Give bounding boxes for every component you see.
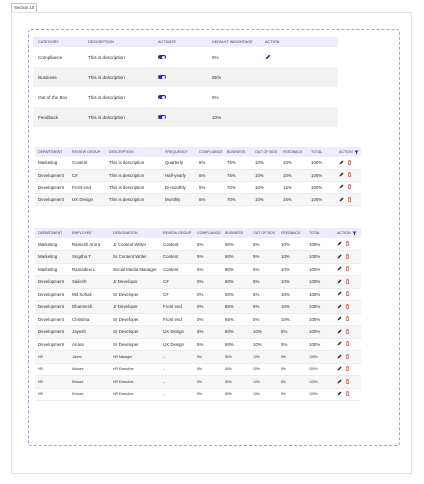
- out-of-box-cell: 10%: [252, 169, 280, 181]
- total-cell: 100%: [308, 169, 336, 181]
- department-cell: HR: [35, 351, 69, 364]
- total-cell: 100%: [308, 157, 336, 169]
- business-cell: 80%: [222, 388, 250, 401]
- edit-pencil-icon[interactable]: [337, 354, 342, 359]
- department-cell: Marketing: [35, 251, 69, 264]
- delete-trash-icon[interactable]: [347, 160, 352, 165]
- table-row: [33, 87, 338, 107]
- review-group-cell: --: [160, 388, 194, 401]
- table-row: [35, 376, 361, 389]
- department-cell: Development: [35, 326, 69, 339]
- edit-pencil-icon[interactable]: [337, 391, 342, 396]
- action-cell: [260, 87, 338, 107]
- business-cell: 70%: [224, 181, 252, 193]
- description-cell: This is description: [83, 107, 153, 127]
- edit-pencil-icon[interactable]: [337, 241, 342, 246]
- compliance-cell: 5%: [194, 338, 222, 351]
- action-cell: [334, 388, 361, 401]
- edit-pencil-icon[interactable]: [337, 254, 342, 259]
- department-cell: HR: [35, 376, 69, 389]
- compliance-cell: 5%: [194, 251, 222, 264]
- action-cell: [336, 157, 361, 169]
- employee-cell: Kishore: [69, 376, 110, 389]
- table-row: [33, 107, 338, 127]
- compliance-cell: 0%: [194, 276, 222, 289]
- edit-pencil-icon[interactable]: [265, 54, 271, 60]
- compliance-cell: 5%: [194, 363, 222, 376]
- compliance-cell: 0%: [194, 301, 222, 314]
- column-header: DESCRIPTION: [83, 37, 153, 47]
- feedback-cell: 10%: [280, 157, 308, 169]
- out-of-box-cell: 10%: [252, 181, 280, 193]
- compliance-cell: 5%: [196, 194, 224, 206]
- employee-table: [35, 228, 361, 401]
- out-of-box-cell: 10%: [250, 326, 278, 339]
- table-row: [35, 388, 361, 401]
- description-cell: This is description: [106, 169, 162, 181]
- action-cell: [334, 351, 361, 364]
- action-cell: [334, 238, 361, 251]
- action-cell: [334, 313, 361, 326]
- employee-cell: Ramadevi L: [69, 263, 110, 276]
- out-of-box-cell: 5%: [250, 276, 278, 289]
- out-of-box-cell: 5%: [250, 251, 278, 264]
- business-cell: 80%: [222, 363, 250, 376]
- column-header: ACTIVATE: [153, 37, 207, 47]
- column-header: TOTAL: [308, 147, 336, 157]
- feedback-cell: 10%: [278, 276, 306, 289]
- action-header-label: ACTION: [339, 150, 353, 154]
- delete-trash-icon[interactable]: [345, 391, 350, 396]
- review-group-cell: UX Design: [160, 338, 194, 351]
- action-header: [336, 147, 361, 157]
- out-of-box-cell: 10%: [250, 338, 278, 351]
- employee-cell: Dharmesh: [69, 301, 110, 314]
- activate-toggle[interactable]: [158, 115, 166, 119]
- department-cell: Development: [35, 288, 69, 301]
- table-header-row: [35, 147, 361, 157]
- business-cell: 80%: [222, 238, 250, 251]
- review-group-cell: Front end: [160, 301, 194, 314]
- feedback-cell: 10%: [278, 238, 306, 251]
- delete-trash-icon[interactable]: [345, 266, 350, 271]
- table-row: [35, 263, 361, 276]
- table-row: [35, 181, 361, 193]
- business-cell: 80%: [222, 376, 250, 389]
- column-header: REVIEW GROUP: [69, 147, 106, 157]
- action-cell: [334, 338, 361, 351]
- business-cell: 80%: [222, 351, 250, 364]
- department-cell: Development: [35, 313, 69, 326]
- total-cell: 100%: [306, 276, 334, 289]
- business-cell: 80%: [222, 263, 250, 276]
- action-cell: [260, 107, 338, 127]
- edit-pencil-icon[interactable]: [337, 316, 342, 321]
- feedback-cell: 5%: [278, 376, 306, 389]
- out-of-box-cell: 10%: [252, 157, 280, 169]
- column-header: REVIEW GROUP: [160, 228, 194, 238]
- feedback-cell: 10%: [278, 301, 306, 314]
- table-row: [35, 351, 361, 364]
- column-header: OUT OF BOX: [250, 228, 278, 238]
- employee-cell: Jayesh: [69, 326, 110, 339]
- business-cell: 80%: [222, 276, 250, 289]
- out-of-box-cell: 10%: [250, 351, 278, 364]
- delete-trash-icon[interactable]: [345, 379, 350, 384]
- compliance-cell: 0%: [194, 288, 222, 301]
- action-cell: [336, 169, 361, 181]
- category-cell: Feedback: [33, 107, 83, 127]
- feedback-cell: 5%: [278, 326, 306, 339]
- action-cell: [336, 181, 361, 193]
- table-row: [35, 288, 361, 301]
- category-table: [33, 37, 338, 127]
- department-cell: Development: [35, 338, 69, 351]
- review-group-cell: Content: [160, 238, 194, 251]
- delete-trash-icon[interactable]: [345, 316, 350, 321]
- table-row: [35, 326, 361, 339]
- employee-cell: Md Sohail: [69, 288, 110, 301]
- category-cell: Out of the Box: [38, 94, 68, 100]
- compliance-cell: 5%: [196, 157, 224, 169]
- table-header-row: [33, 37, 338, 47]
- edit-pencil-icon[interactable]: [339, 184, 344, 189]
- compliance-cell: 5%: [194, 326, 222, 339]
- business-cell: 80%: [222, 326, 250, 339]
- out-of-box-cell: 5%: [250, 238, 278, 251]
- weightage-cell: 10%: [207, 107, 260, 127]
- weightage-cell: 5%: [212, 94, 219, 100]
- designation-cell: Sr Developer: [110, 338, 160, 351]
- action-cell: [334, 263, 361, 276]
- action-cell: [334, 301, 361, 314]
- filter-icon[interactable]: [354, 150, 359, 155]
- out-of-box-cell: 5%: [250, 313, 278, 326]
- designation-cell: HR Executive: [110, 388, 160, 401]
- business-cell: 85%: [222, 301, 250, 314]
- delete-trash-icon[interactable]: [345, 254, 350, 259]
- table-row: [33, 67, 338, 87]
- feedback-cell: 5%: [278, 338, 306, 351]
- table-row: [35, 169, 361, 181]
- activate-cell: [153, 107, 207, 127]
- activate-cell: [153, 47, 207, 67]
- edit-pencil-icon[interactable]: [339, 197, 344, 202]
- column-header: FEEDBACK: [280, 147, 308, 157]
- designation-cell: Social Media Manager: [110, 263, 160, 276]
- department-cell: HR: [35, 388, 69, 401]
- business-cell: 80%: [222, 251, 250, 264]
- feedback-cell: 5%: [278, 388, 306, 401]
- review-group-cell: C#: [69, 169, 106, 181]
- review-group-cell: --: [160, 351, 194, 364]
- table-row: [35, 251, 361, 264]
- column-header: DESCRIPTION: [106, 147, 162, 157]
- edit-pencil-icon[interactable]: [339, 160, 344, 165]
- designation-cell: Jr Developer: [110, 276, 160, 289]
- column-header: DEPARTMENT: [35, 228, 69, 238]
- table-row: [33, 47, 338, 67]
- column-header: OUT OF BOX: [252, 147, 280, 157]
- total-cell: 100%: [306, 251, 334, 264]
- edit-pencil-icon[interactable]: [337, 304, 342, 309]
- delete-trash-icon[interactable]: [345, 304, 350, 309]
- frequency-cell: Monthly: [162, 194, 196, 206]
- business-cell: 80%: [222, 338, 250, 351]
- department-cell: Development: [35, 181, 69, 193]
- review-group-cell: Content: [69, 157, 106, 169]
- total-cell: 100%: [308, 181, 336, 193]
- table-row: [35, 313, 361, 326]
- total-cell: 100%: [306, 263, 334, 276]
- total-cell: 100%: [306, 338, 334, 351]
- review-group-cell: --: [160, 363, 194, 376]
- designation-cell: Sr Developer: [110, 313, 160, 326]
- column-header: FEEDBACK: [278, 228, 306, 238]
- designation-cell: HR Manager: [110, 351, 160, 364]
- delete-trash-icon[interactable]: [345, 354, 350, 359]
- department-cell: HR: [35, 363, 69, 376]
- compliance-cell: 0%: [194, 313, 222, 326]
- review-group-cell: Content: [160, 263, 194, 276]
- column-header: COMPLIANCE: [196, 147, 224, 157]
- department-cell: Marketing: [35, 238, 69, 251]
- department-cell: Development: [35, 301, 69, 314]
- review-group-cell: C#: [160, 276, 194, 289]
- action-cell: [260, 47, 338, 67]
- department-cell: Marketing: [35, 157, 69, 169]
- table-row: [35, 338, 361, 351]
- review-group-cell: C#: [160, 288, 194, 301]
- review-group-cell: Content: [160, 251, 194, 264]
- category-cell: Business: [33, 67, 83, 87]
- designation-cell: Jr Content Writer: [110, 238, 160, 251]
- action-cell: [334, 251, 361, 264]
- delete-trash-icon[interactable]: [347, 172, 352, 177]
- designation-cell: Sr Content Writer: [110, 251, 160, 264]
- activate-toggle[interactable]: [158, 95, 166, 99]
- table-row: [35, 363, 361, 376]
- edit-pencil-icon[interactable]: [339, 172, 344, 177]
- total-cell: 100%: [306, 326, 334, 339]
- review-group-table: [35, 147, 361, 206]
- table-row: [35, 276, 361, 289]
- feedback-cell: 5%: [278, 351, 306, 364]
- employee-cell: Srigdha T: [69, 251, 110, 264]
- table-header-row: [35, 228, 361, 238]
- department-cell: Development: [35, 169, 69, 181]
- review-group-cell: --: [160, 376, 194, 389]
- table-row: [35, 238, 361, 251]
- delete-trash-icon[interactable]: [345, 341, 350, 346]
- edit-pencil-icon[interactable]: [337, 329, 342, 334]
- action-cell: [334, 288, 361, 301]
- category-cell: Compliance: [38, 54, 63, 60]
- action-cell: [334, 363, 361, 376]
- activate-toggle[interactable]: [158, 55, 166, 59]
- filter-icon[interactable]: [352, 231, 357, 236]
- description-cell: This is description: [106, 157, 162, 169]
- total-cell: 100%: [306, 363, 334, 376]
- total-cell: 100%: [306, 376, 334, 389]
- action-cell: [334, 326, 361, 339]
- table-row: [35, 301, 361, 314]
- review-group-cell: Front end: [160, 313, 194, 326]
- out-of-box-cell: 10%: [250, 376, 278, 389]
- designation-cell: Sr Developer: [110, 326, 160, 339]
- total-cell: 100%: [306, 301, 334, 314]
- action-cell: [260, 67, 338, 87]
- table-row: [35, 194, 361, 206]
- edit-pencil-icon[interactable]: [337, 366, 342, 371]
- designation-cell: HR Executive: [110, 376, 160, 389]
- activate-cell: [153, 87, 207, 107]
- employee-cell: Aruna: [69, 338, 110, 351]
- business-cell: 75%: [224, 169, 252, 181]
- employee-cell: Kishore: [69, 363, 110, 376]
- business-cell: 85%: [222, 313, 250, 326]
- total-cell: 100%: [306, 351, 334, 364]
- frequency-cell: Bi-monthly: [162, 181, 196, 193]
- designation-cell: Jr Developer: [110, 301, 160, 314]
- edit-pencil-icon[interactable]: [337, 291, 342, 296]
- weightage-cell: 5%: [212, 54, 219, 60]
- out-of-box-cell: 10%: [250, 363, 278, 376]
- compliance-cell: 5%: [194, 238, 222, 251]
- out-of-box-cell: 10%: [250, 388, 278, 401]
- description-cell: This is description: [88, 94, 125, 100]
- out-of-box-cell: 5%: [250, 263, 278, 276]
- delete-trash-icon[interactable]: [345, 279, 350, 284]
- compliance-cell: 5%: [194, 351, 222, 364]
- delete-trash-icon[interactable]: [347, 197, 352, 202]
- designation-cell: HR Executive: [110, 363, 160, 376]
- feedback-cell: 5%: [278, 363, 306, 376]
- column-header: ACTION: [260, 37, 338, 47]
- column-header: CATEGORY: [33, 37, 83, 47]
- column-header: DEPARTMENT: [35, 147, 69, 157]
- total-cell: 100%: [308, 194, 336, 206]
- section-label: Section 10: [11, 3, 37, 13]
- column-header: BUSINESS: [224, 147, 252, 157]
- action-header: [334, 228, 361, 238]
- feedback-cell: 15%: [280, 181, 308, 193]
- compliance-cell: 5%: [196, 181, 224, 193]
- business-cell: 75%: [224, 157, 252, 169]
- employee-cell: Kishore: [69, 388, 110, 401]
- frequency-cell: Quarterly: [162, 157, 196, 169]
- column-header: DESIGNATION: [110, 228, 160, 238]
- delete-trash-icon[interactable]: [345, 329, 350, 334]
- employee-cell: Jahnvi: [69, 351, 110, 364]
- total-cell: 100%: [306, 238, 334, 251]
- description-cell: This is description: [88, 54, 125, 60]
- action-header-label: ACTION: [337, 231, 351, 235]
- review-group-cell: Front end: [69, 181, 106, 193]
- column-header: DEFAULT WEIGHTAGE: [207, 37, 260, 47]
- feedback-cell: 10%: [278, 313, 306, 326]
- activate-toggle[interactable]: [158, 75, 166, 79]
- edit-pencil-icon[interactable]: [337, 279, 342, 284]
- weightage-cell: 85%: [207, 67, 260, 87]
- action-cell: [334, 376, 361, 389]
- out-of-box-cell: 5%: [250, 288, 278, 301]
- review-group-cell: UX Design: [160, 326, 194, 339]
- edit-pencil-icon[interactable]: [337, 266, 342, 271]
- total-cell: 100%: [306, 388, 334, 401]
- description-cell: This is description: [106, 181, 162, 193]
- total-cell: 100%: [306, 313, 334, 326]
- description-cell: This is description: [106, 194, 162, 206]
- delete-trash-icon[interactable]: [345, 241, 350, 246]
- description-cell: This is description: [83, 67, 153, 87]
- compliance-cell: 5%: [194, 263, 222, 276]
- compliance-cell: 5%: [194, 376, 222, 389]
- department-cell: Development: [35, 276, 69, 289]
- compliance-cell: 5%: [194, 388, 222, 401]
- out-of-box-cell: 10%: [252, 194, 280, 206]
- delete-trash-icon[interactable]: [347, 184, 352, 189]
- employee-cell: Christina: [69, 313, 110, 326]
- feedback-cell: 15%: [280, 194, 308, 206]
- business-cell: 80%: [222, 288, 250, 301]
- column-header: BUSINESS: [222, 228, 250, 238]
- employee-cell: Sailesh: [69, 276, 110, 289]
- out-of-box-cell: 5%: [250, 301, 278, 314]
- edit-pencil-icon[interactable]: [337, 379, 342, 384]
- department-cell: Marketing: [35, 263, 69, 276]
- activate-cell: [153, 67, 207, 87]
- delete-trash-icon[interactable]: [345, 366, 350, 371]
- frequency-cell: Half-yearly: [162, 169, 196, 181]
- column-header: COMPLIANCE: [194, 228, 222, 238]
- feedback-cell: 10%: [278, 288, 306, 301]
- feedback-cell: 10%: [278, 251, 306, 264]
- column-header: TOTAL: [306, 228, 334, 238]
- business-cell: 70%: [224, 194, 252, 206]
- column-header: FREQUENCY: [162, 147, 196, 157]
- review-group-cell: UX Design: [69, 194, 106, 206]
- feedback-cell: 10%: [278, 263, 306, 276]
- compliance-cell: 5%: [196, 169, 224, 181]
- column-header: EMPLOYEE: [69, 228, 110, 238]
- employee-cell: Ramesh Arora: [69, 238, 110, 251]
- department-cell: Development: [35, 194, 69, 206]
- designation-cell: Sr Developer: [110, 288, 160, 301]
- action-cell: [336, 194, 361, 206]
- feedback-cell: 10%: [280, 169, 308, 181]
- table-row: [35, 157, 361, 169]
- edit-pencil-icon[interactable]: [337, 341, 342, 346]
- total-cell: 100%: [306, 288, 334, 301]
- action-cell: [334, 276, 361, 289]
- delete-trash-icon[interactable]: [345, 291, 350, 296]
